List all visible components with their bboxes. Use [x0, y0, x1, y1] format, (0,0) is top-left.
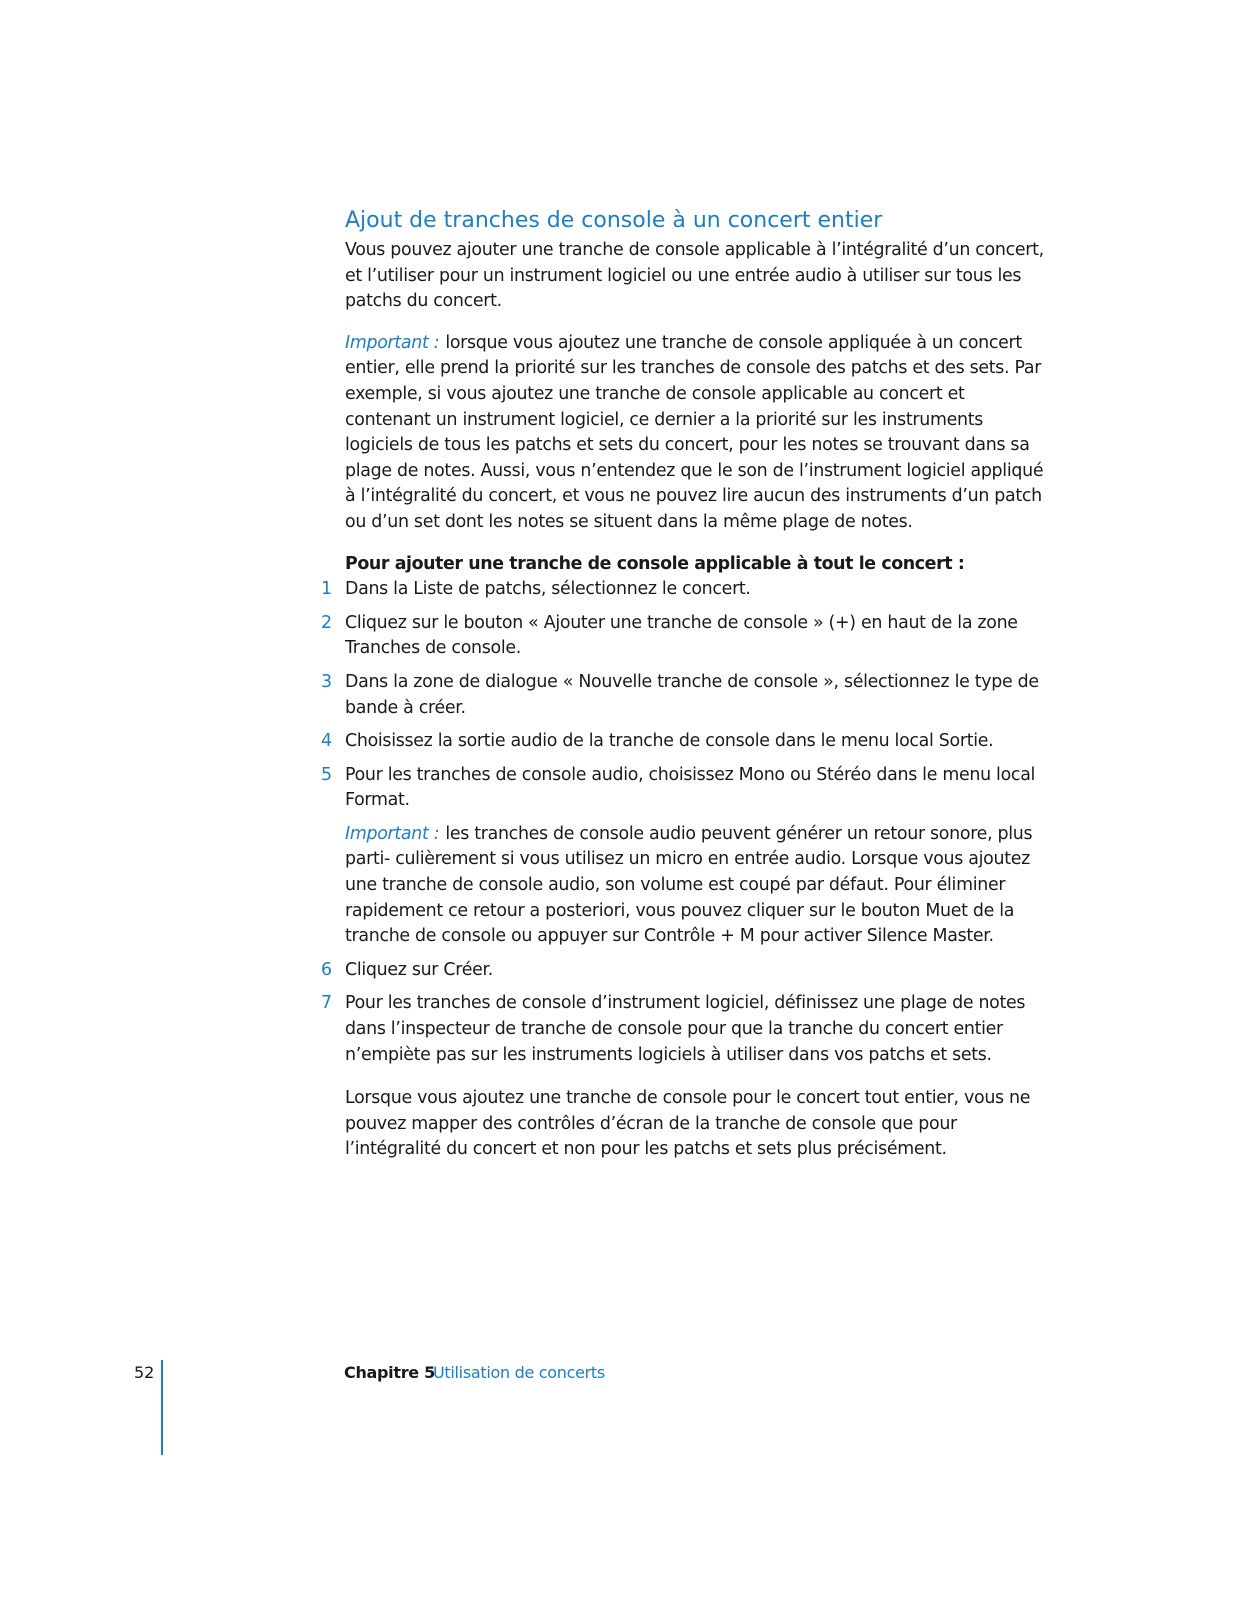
step-item [321, 611, 1050, 662]
step-number: 2 [321, 612, 332, 633]
important-label-2: Important : [345, 823, 440, 844]
chapter-label: Chapitre 5 [344, 1363, 435, 1382]
step-item [321, 729, 1050, 755]
step-text: Choisissez la sortie audio de la tranche de console dans le menu local Sortie. [345, 731, 994, 752]
step-text: Pour les tranches de console d’instrument logiciel, définissez une plage de notes dans l’inspecteur de tranche de console pour que la tranche du concert entier n’empiète pas sur les instruments logiciels à utiliser dans vos patchs et sets. [345, 993, 1026, 1065]
important-note-2 [345, 822, 1050, 950]
step-item [321, 958, 1050, 984]
procedure-title: Pour ajouter une tranche de console applicable à tout le concert : [345, 553, 965, 574]
step-item [321, 991, 1050, 1068]
page-content [321, 206, 1050, 1179]
step-text: Cliquez sur le bouton « Ajouter une tranche de console » (+) en haut de la zone Tranches de console. [345, 612, 1018, 659]
steps-list [321, 577, 1050, 1068]
step-number: 4 [321, 731, 332, 752]
footer-divider [161, 1360, 163, 1455]
step-text: Dans la zone de dialogue « Nouvelle tranche de console », sélectionnez le type de bande à créer. [345, 671, 1039, 718]
step-text: Pour les tranches de console audio, choisissez Mono ou Stéréo dans le menu local Format. [345, 764, 1036, 811]
step-text: Dans la Liste de patchs, sélectionnez le concert. [345, 579, 751, 600]
step-item [321, 577, 1050, 603]
step-number: 7 [321, 993, 332, 1014]
chapter-title-link[interactable]: Utilisation de concerts [433, 1363, 605, 1382]
step-number: 6 [321, 959, 332, 980]
important-text: lorsque vous ajoutez une tranche de console appliquée à un concert entier, elle prend la priorité sur les tranches de console des patchs et des sets. Par exemple, si vous ajoutez une tranche de console applicable au concert et contenant un instrument logiciel, ce dernier a la priorité sur les instruments logiciels de tous les patchs et sets du concert, pour les notes se trouvant dans sa plage de notes. Aussi, vous n’entendez que le son de l’instrument logiciel appliqué à l’intégralité du concert, et vous ne pouvez lire aucun des instruments d’un patch ou d’un set dont les notes se situent dans la même plage de notes. [345, 332, 1044, 532]
step-note [345, 822, 1050, 950]
step-item [321, 670, 1050, 721]
section-title: Ajout de tranches de console à un concert entier [345, 208, 883, 233]
step-number: 3 [321, 671, 332, 692]
important-label: Important : [345, 332, 440, 353]
important-text-2: les tranches de console audio peuvent générer un retour sonore, plus parti- culièrement si vous utilisez un micro en entrée audio. Lorsque vous ajoutez une tranche de console audio, son volume est coupé par défaut. Pour éliminer rapidement ce retour a posteriori, vous pouvez cliquer sur le bouton Muet de la tranche de console ou appuyer sur Contrôle + M pour activer Silence Master. [345, 823, 1033, 947]
step-text: Cliquez sur Créer. [345, 959, 493, 980]
page-number: 52 [134, 1363, 155, 1382]
page-footer [0, 1360, 1237, 1460]
step-item [321, 763, 1050, 814]
step-number: 5 [321, 764, 332, 785]
closing-paragraph: Lorsque vous ajoutez une tranche de console pour le concert tout entier, vous ne pouvez mapper des contrôles d’écran de la tranche de console que pour l’intégralité du concert et non pour les patchs et sets plus précisément. [345, 1088, 1031, 1160]
important-note [345, 331, 1050, 536]
step-number: 1 [321, 579, 332, 600]
intro-paragraph: Vous pouvez ajouter une tranche de console applicable à l’intégralité d’un concert, et l’utiliser pour un instrument logiciel ou une entrée audio à utiliser sur tous les patchs du concert. [345, 240, 1044, 312]
